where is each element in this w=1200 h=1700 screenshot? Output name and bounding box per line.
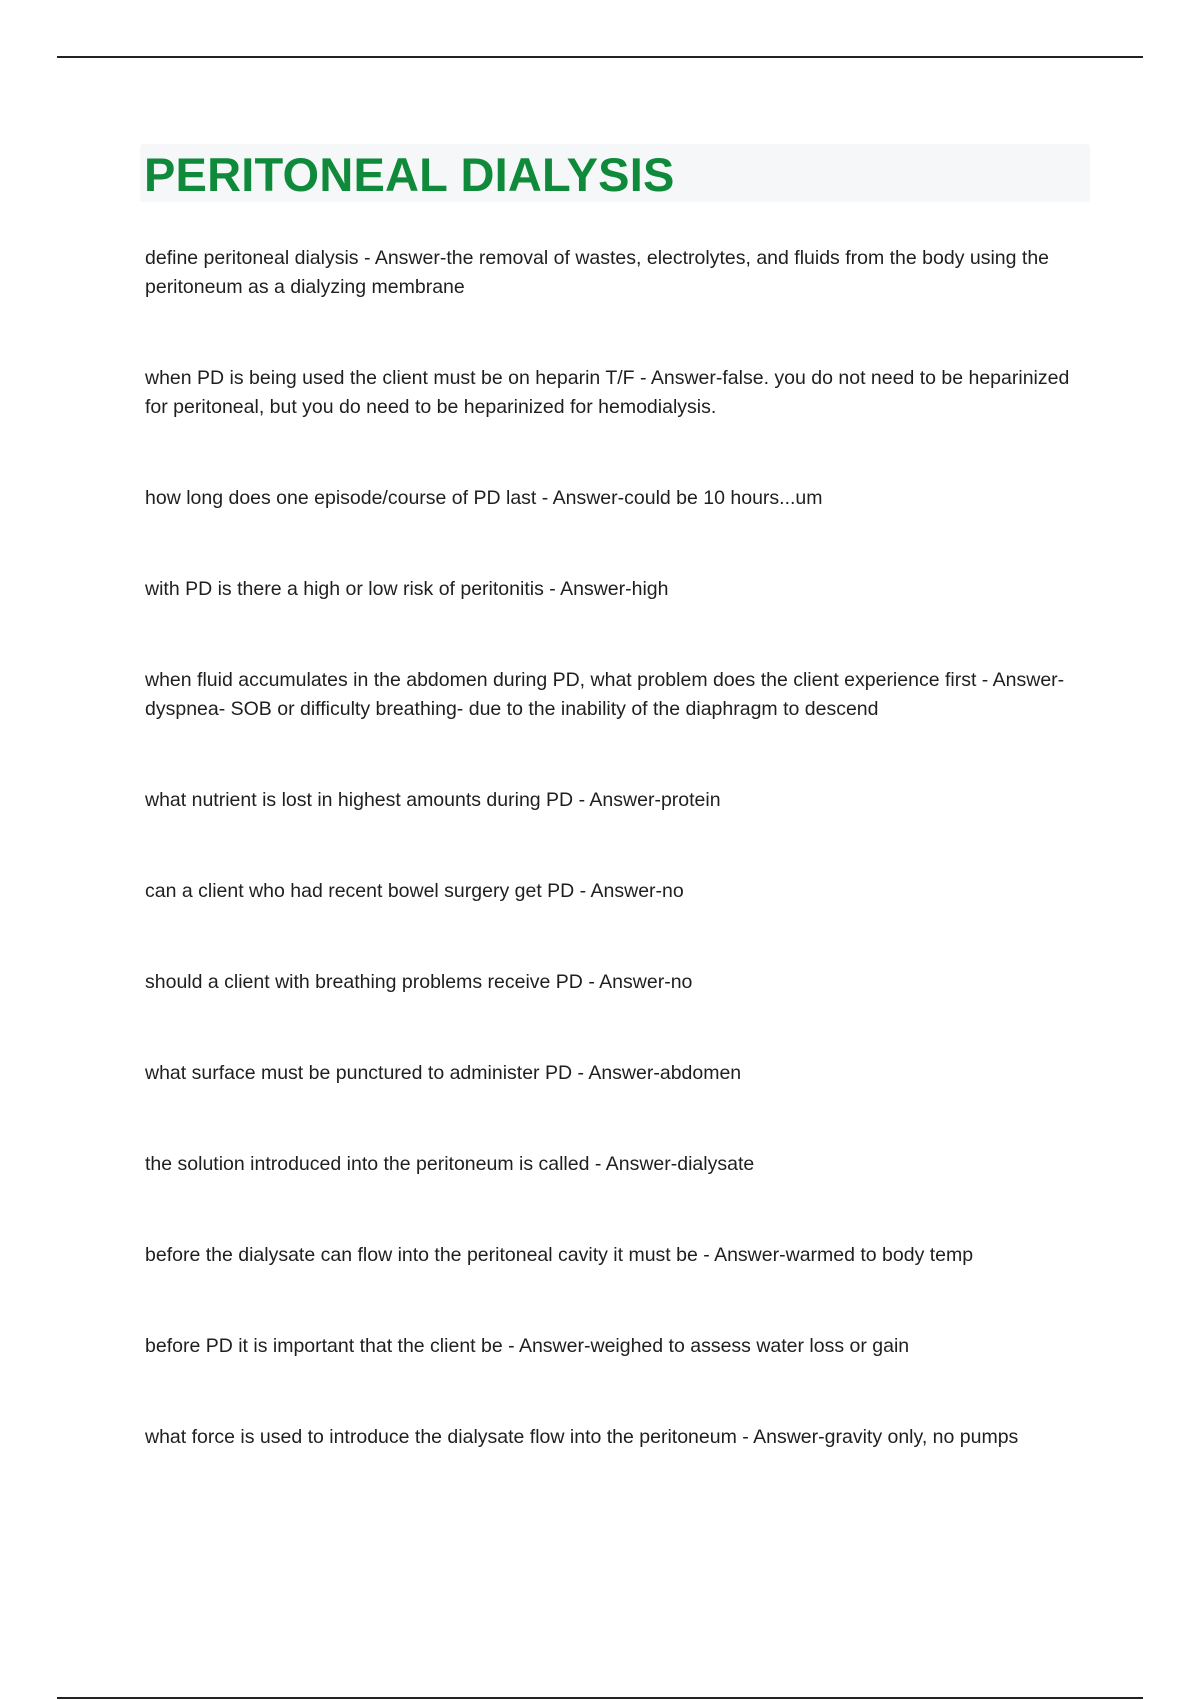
- qa-answer: dyspnea- SOB or difficulty breathing- due to the inability of the diaphragm to descend: [145, 698, 879, 720]
- qa-answer: warmed to body temp: [785, 1244, 974, 1266]
- qa-item: [145, 666, 1095, 724]
- qa-separator: -: [976, 669, 993, 691]
- qa-item: [145, 484, 1095, 513]
- qa-item: [145, 364, 1095, 422]
- qa-item: [145, 877, 1095, 906]
- qa-question: what force is used to introduce the dialysate flow into the peritoneum: [145, 1426, 737, 1448]
- qa-item: [145, 1332, 1095, 1361]
- qa-item: [145, 575, 1095, 604]
- qa-question: can a client who had recent bowel surgery get PD: [145, 880, 575, 902]
- qa-answer: could be 10 hours...um: [624, 487, 823, 509]
- qa-question: before the dialysate can flow into the peritoneal cavity it must be: [145, 1244, 698, 1266]
- qa-answer: no: [662, 880, 684, 902]
- qa-answer: weighed to assess water loss or gain: [590, 1335, 910, 1357]
- qa-answer: gravity only, no pumps: [824, 1426, 1019, 1448]
- qa-separator: -: [697, 1244, 715, 1266]
- qa-question: what surface must be punctured to administer PD: [145, 1062, 573, 1084]
- qa-question: with PD is there a high or low risk of peritonitis: [145, 578, 544, 600]
- qa-item: [145, 1150, 1095, 1179]
- qa-answer-prefix: Answer-: [590, 880, 663, 902]
- qa-item: [145, 968, 1095, 997]
- qa-answer-prefix: Answer-: [552, 487, 625, 509]
- page-top-rule: [57, 56, 1143, 58]
- qa-separator: -: [573, 789, 590, 811]
- qa-answer: the removal of wastes, electrolytes, and fluids from the body using the peritoneum as a dialyzing membrane: [145, 247, 1050, 298]
- qa-question: what nutrient is lost in highest amounts during PD: [145, 789, 574, 811]
- qa-question: before PD it is important that the client be: [145, 1335, 503, 1357]
- qa-answer-prefix: Answer-: [599, 971, 671, 993]
- qa-answer-prefix: Answer-: [588, 1062, 660, 1084]
- qa-answer-prefix: Answer-: [650, 367, 723, 389]
- qa-answer: protein: [660, 789, 721, 811]
- qa-separator: -: [589, 1153, 606, 1175]
- qa-separator: -: [574, 880, 591, 902]
- qa-answer: no: [670, 971, 693, 993]
- qa-list: [145, 244, 1095, 1514]
- qa-question: define peritoneal dialysis: [145, 247, 359, 269]
- qa-question: when PD is being used the client must be on heparin T/F: [145, 367, 635, 389]
- qa-item: [145, 1423, 1095, 1452]
- qa-item: [145, 1059, 1095, 1088]
- qa-answer: high: [631, 578, 669, 600]
- qa-answer-prefix: Answer-: [560, 578, 632, 600]
- qa-separator: -: [536, 487, 553, 509]
- page-bottom-rule: [57, 1697, 1143, 1699]
- qa-question: should a client with breathing problems receive PD: [145, 971, 583, 993]
- qa-separator: -: [543, 578, 561, 600]
- qa-separator: -: [582, 971, 600, 993]
- qa-answer-prefix: Answer-: [714, 1244, 786, 1266]
- qa-answer-prefix: Answer-: [992, 669, 1065, 691]
- qa-answer-prefix: Answer-: [753, 1426, 825, 1448]
- qa-item: [145, 786, 1095, 815]
- qa-separator: -: [634, 367, 651, 389]
- qa-answer: dialysate: [677, 1153, 755, 1175]
- qa-answer-prefix: Answer-: [605, 1153, 678, 1175]
- qa-answer-prefix: Answer-: [589, 789, 661, 811]
- qa-separator: -: [736, 1426, 754, 1448]
- qa-answer: abdomen: [659, 1062, 742, 1084]
- qa-question: when fluid accumulates in the abdomen during PD, what problem does the client experience first: [145, 669, 977, 691]
- qa-separator: -: [572, 1062, 589, 1084]
- qa-answer-prefix: Answer-: [374, 247, 447, 269]
- qa-item: [145, 244, 1095, 302]
- qa-separator: -: [502, 1335, 519, 1357]
- qa-question: the solution introduced into the peritoneum is called: [145, 1153, 590, 1175]
- qa-separator: -: [358, 247, 375, 269]
- qa-item: [145, 1241, 1095, 1270]
- qa-question: how long does one episode/course of PD last: [145, 487, 537, 509]
- qa-answer: false. you do not need to be heparinized for peritoneal, but you do need to be heparinized for hemodialysis.: [145, 367, 1070, 418]
- page-title: PERITONEAL DIALYSIS: [144, 148, 675, 201]
- qa-answer-prefix: Answer-: [518, 1335, 591, 1357]
